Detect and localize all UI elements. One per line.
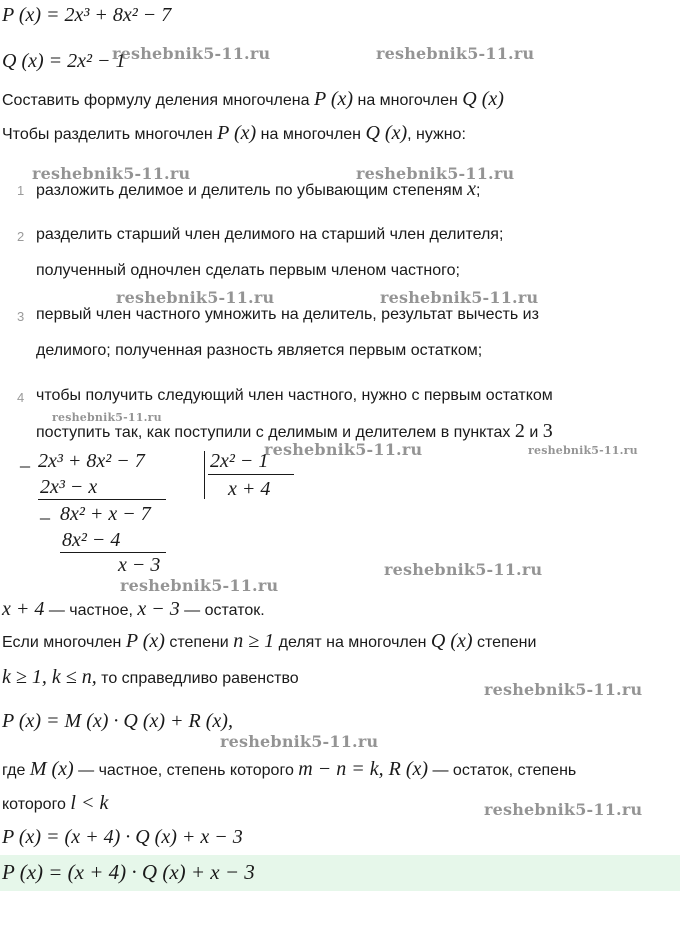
watermark: reshebnik5-11.ru bbox=[484, 680, 643, 699]
answer-highlight bbox=[0, 855, 680, 891]
step-1-var: x bbox=[467, 178, 477, 200]
intro-mid: на многочлен bbox=[260, 126, 362, 143]
theorem-text: делят на многочлен bbox=[278, 634, 427, 651]
watermark: reshebnik5-11.ru bbox=[528, 444, 638, 457]
theorem-text: Если многочлен bbox=[2, 634, 122, 651]
step-2-line2: полученный одночлен сделать первым членом частного; bbox=[36, 262, 460, 279]
minus-sign: _ bbox=[40, 500, 50, 522]
step-number: 1 bbox=[17, 183, 25, 198]
q-definition: Q (x) = 2x² − 1 bbox=[2, 50, 126, 72]
theorem-line-4 bbox=[2, 758, 576, 781]
theorem-text: то справедливо равенство bbox=[101, 670, 299, 687]
step-1-text: разложить делимое и делитель по убывающим степеням bbox=[36, 182, 463, 199]
theorem-l-condition: l < k bbox=[70, 792, 109, 814]
divisor: 2x² − 1 bbox=[210, 450, 269, 472]
minus-sign: _ bbox=[20, 448, 30, 470]
result-quotient-text: — частное, bbox=[44, 602, 138, 619]
task-q: Q (x) bbox=[462, 88, 504, 110]
step-number: 3 bbox=[17, 309, 25, 324]
theorem-p: P (x) bbox=[125, 630, 165, 652]
watermark: reshebnik5-11.ru bbox=[32, 164, 191, 183]
step-2-line1: разделить старший член делимого на старший член делителя; bbox=[36, 226, 504, 243]
watermark: reshebnik5-11.ru bbox=[120, 576, 279, 595]
theorem-text: где bbox=[2, 762, 26, 779]
answer-line: P (x) = (x + 4) · Q (x) + x − 3 bbox=[2, 826, 243, 848]
watermark: reshebnik5-11.ru bbox=[356, 164, 515, 183]
theorem-line-1 bbox=[2, 630, 536, 653]
theorem-n-condition: n ≥ 1 bbox=[233, 630, 275, 652]
quotient: x + 4 bbox=[228, 478, 271, 500]
subtrahend-1: 2x³ − x bbox=[40, 476, 98, 498]
remainder-2: x − 3 bbox=[118, 554, 161, 576]
theorem-degree: m − n = k, R (x) bbox=[298, 758, 429, 780]
theorem-text: — остаток, степень bbox=[432, 762, 577, 779]
watermark: reshebnik5-11.ru bbox=[116, 288, 275, 307]
step-1-end: ; bbox=[476, 182, 481, 199]
intro-post: , нужно: bbox=[407, 126, 466, 143]
step-number: 4 bbox=[17, 390, 25, 405]
remainder-1: 8x² + x − 7 bbox=[60, 503, 151, 525]
theorem-line-5 bbox=[2, 792, 108, 815]
theorem-formula: P (x) = M (x) · Q (x) + R (x), bbox=[2, 710, 233, 732]
intro-text: Чтобы разделить многочлен bbox=[2, 126, 213, 143]
task-mid: на многочлен bbox=[357, 92, 458, 109]
division-rule bbox=[38, 499, 166, 500]
theorem-text: степени bbox=[169, 634, 229, 651]
theorem-k-condition: k ≥ 1, k ≤ n, bbox=[2, 666, 97, 688]
divisor-bar bbox=[204, 451, 205, 499]
theorem-text: степени bbox=[477, 634, 537, 651]
intro-q: Q (x) bbox=[365, 122, 408, 144]
step-3-line1: первый член частного умножить на делитель, результат вычесть из bbox=[36, 306, 539, 323]
watermark: reshebnik5-11.ru bbox=[52, 411, 162, 424]
watermark: reshebnik5-11.ru bbox=[484, 800, 643, 819]
theorem-text: — частное, степень которого bbox=[78, 762, 294, 779]
watermark: reshebnik5-11.ru bbox=[264, 440, 423, 459]
step-4-and: и bbox=[529, 424, 539, 441]
dividend: 2x³ + 8x² − 7 bbox=[38, 450, 145, 472]
answer-final: P (x) = (x + 4) · Q (x) + x − 3 bbox=[2, 860, 255, 884]
step-4-line1: чтобы получить следующий член частного, нужно с первым остатком bbox=[36, 387, 553, 404]
step-number: 2 bbox=[17, 229, 25, 244]
result-quotient: x + 4 bbox=[2, 598, 45, 620]
division-rule bbox=[60, 552, 166, 553]
watermark: reshebnik5-11.ru bbox=[220, 732, 379, 751]
step-ref-2: 2 bbox=[514, 420, 525, 442]
theorem-m: M (x) bbox=[29, 758, 74, 780]
task-line bbox=[2, 88, 504, 111]
task-text: Составить формулу деления многочлена bbox=[2, 92, 310, 109]
watermark: reshebnik5-11.ru bbox=[112, 44, 271, 63]
theorem-text: которого bbox=[2, 796, 66, 813]
result-remainder-text: — остаток. bbox=[179, 602, 265, 619]
intro-p: P (x) bbox=[217, 122, 257, 144]
watermark: reshebnik5-11.ru bbox=[384, 560, 543, 579]
divisor-rule bbox=[208, 474, 294, 475]
theorem-line-2 bbox=[2, 666, 299, 689]
task-p: P (x) bbox=[313, 88, 354, 110]
theorem-q: Q (x) bbox=[430, 630, 473, 652]
step-ref-3: 3 bbox=[542, 420, 553, 442]
watermark: reshebnik5-11.ru bbox=[376, 44, 535, 63]
step-4-text: поступить так, как поступили с делимым и делителем в пунктах bbox=[36, 424, 511, 441]
subtrahend-2: 8x² − 4 bbox=[62, 529, 121, 551]
intro-line bbox=[2, 122, 466, 145]
step-3-line2: делимого; полученная разность является первым остатком; bbox=[36, 342, 483, 359]
result-remainder: x − 3 bbox=[137, 598, 180, 620]
result-line bbox=[2, 598, 265, 621]
p-definition: P (x) = 2x³ + 8x² − 7 bbox=[2, 4, 172, 26]
watermark: reshebnik5-11.ru bbox=[380, 288, 539, 307]
